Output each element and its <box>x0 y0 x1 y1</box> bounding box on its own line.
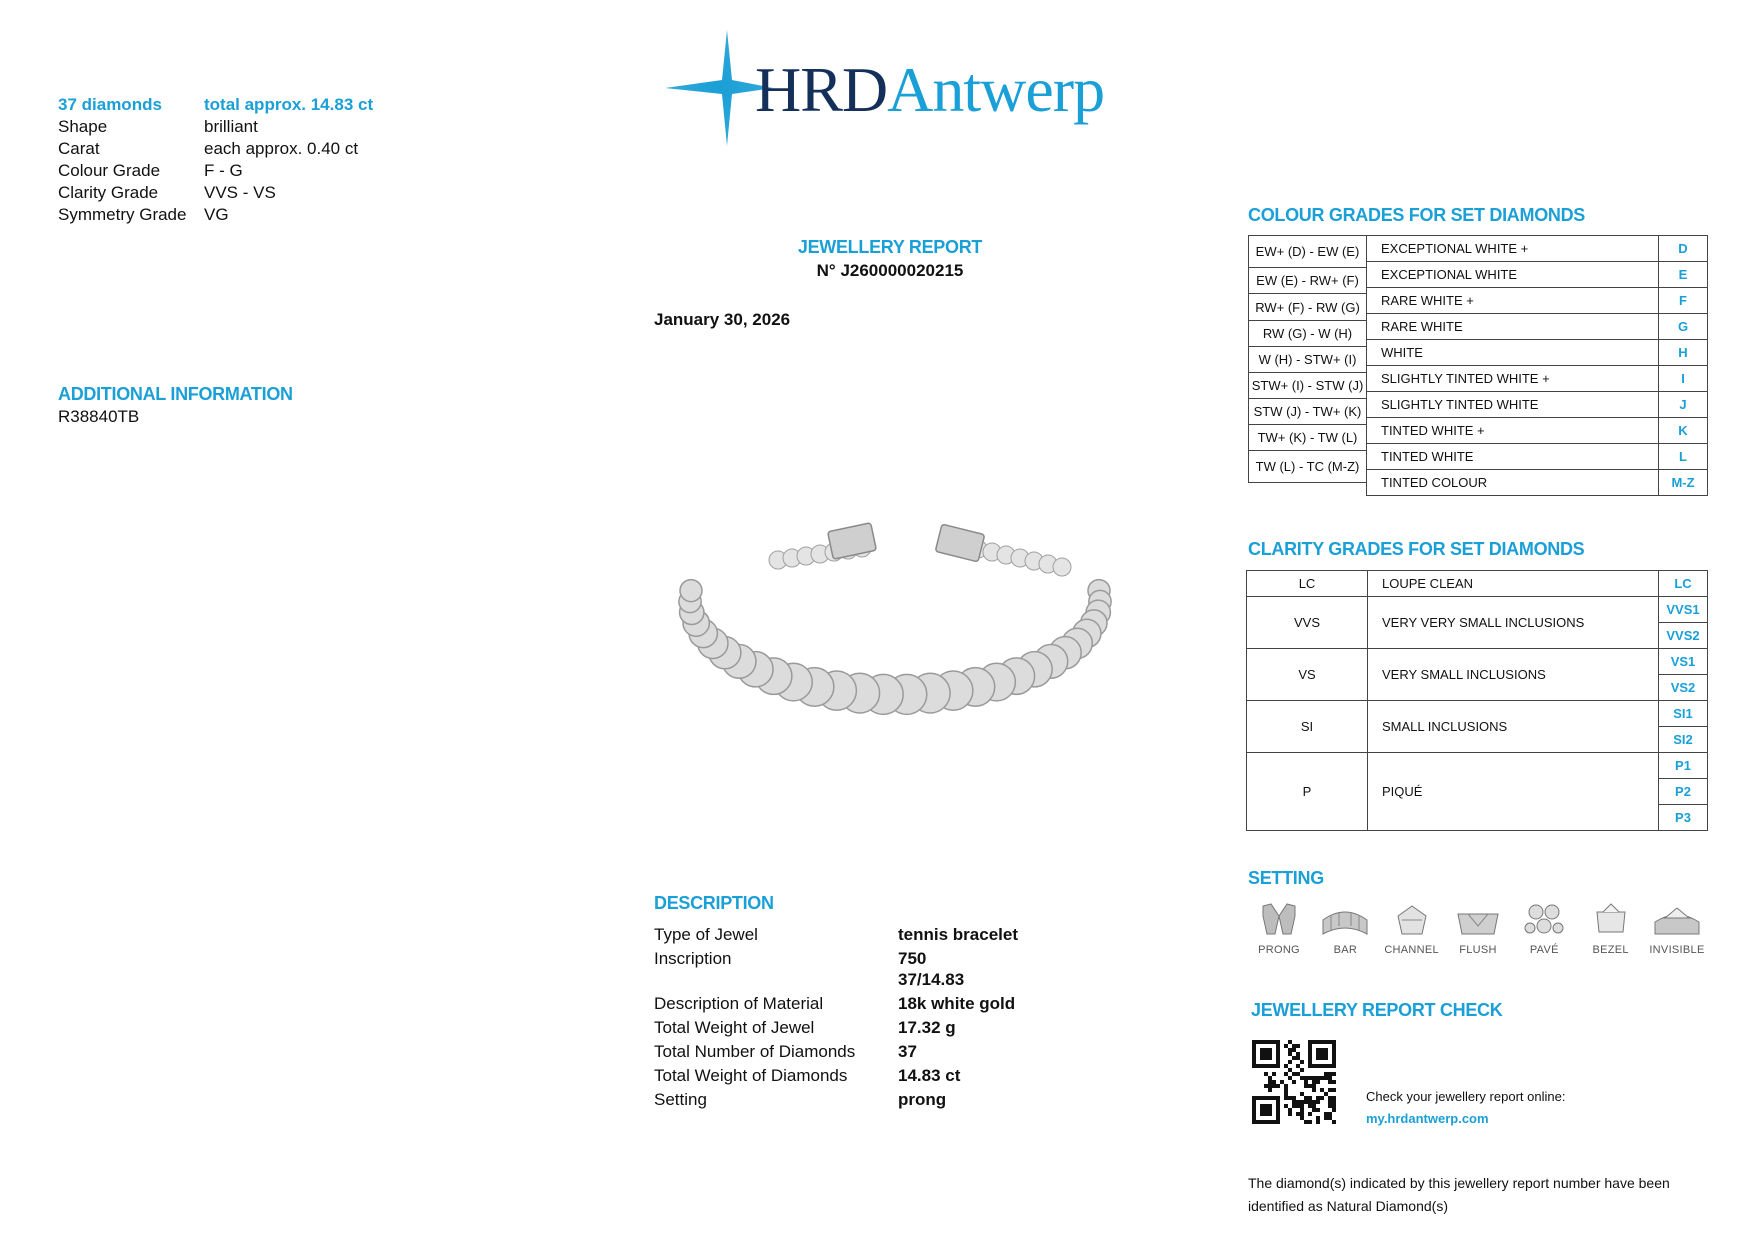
invisible-setting-icon <box>1653 900 1701 938</box>
clarity-row <box>1247 649 1708 675</box>
description-value: 18k white gold <box>898 994 1016 1013</box>
description-value: 14.83 ct <box>898 1066 961 1085</box>
colour-grade-code: F <box>1659 288 1708 314</box>
note-line-2: identified as Natural Diamond(s) <box>1248 1198 1448 1214</box>
colour-grade-row <box>1367 314 1708 340</box>
description-value: 37 <box>898 1042 917 1061</box>
colour-grade-row <box>1367 340 1708 366</box>
setting-label: BEZEL <box>1592 944 1629 956</box>
clarity-code: LC <box>1659 571 1708 597</box>
diamond-count: 37 diamonds <box>58 95 162 114</box>
description-value-secondary: 37/14.83 <box>898 970 965 989</box>
report-date: January 30, 2026 <box>654 310 791 329</box>
description-label: Description of Material <box>654 994 824 1013</box>
setting-label: PAVÉ <box>1529 944 1559 956</box>
setting-item <box>1381 900 1443 970</box>
colour-grade-description: SLIGHTLY TINTED WHITE + <box>1367 366 1659 392</box>
report-check-title: JEWELLERY REPORT CHECK <box>1251 1000 1503 1020</box>
check-instructions: Check your jewellery report online: <box>1366 1089 1566 1104</box>
colour-grade-row <box>1367 444 1708 470</box>
colour-grade-row <box>1367 418 1708 444</box>
setting-item <box>1646 900 1708 970</box>
logo-hrd-text: HRD <box>755 54 888 125</box>
clarity-grade: P <box>1247 753 1368 831</box>
description-label: Type of Jewel <box>654 925 758 944</box>
colour-grade-row <box>1367 470 1708 496</box>
colour-range-cell: TW (L) - TC (M-Z) <box>1248 451 1367 483</box>
colour-grade-code: M-Z <box>1659 470 1708 496</box>
colour-grade-rows <box>1366 235 1708 496</box>
additional-information-value: R38840TB <box>58 407 140 426</box>
colour-grade-description: WHITE <box>1367 340 1659 366</box>
clarity-description: PIQUÉ <box>1368 753 1659 831</box>
colour-range-cell: STW+ (I) - STW (J) <box>1248 373 1367 399</box>
colour-grade-description: TINTED WHITE <box>1367 444 1659 470</box>
description-title: DESCRIPTION <box>654 893 774 913</box>
clarity-description: VERY SMALL INCLUSIONS <box>1368 649 1659 701</box>
clarity-row <box>1247 597 1708 623</box>
description-label: Total Number of Diamonds <box>654 1042 856 1061</box>
colour-grade-row <box>1367 262 1708 288</box>
clarity-code: P2 <box>1659 779 1708 805</box>
qr-code-icon <box>1252 1040 1336 1124</box>
colour-grade-code: K <box>1659 418 1708 444</box>
colour-grade-description: TINTED COLOUR <box>1367 470 1659 496</box>
description-value: 750 <box>898 949 927 968</box>
bracelet-photo <box>660 515 1130 735</box>
colour-grade-row <box>1367 366 1708 392</box>
description-label: Total Weight of Diamonds <box>654 1066 848 1085</box>
colour-grade-description: RARE WHITE <box>1367 314 1659 340</box>
colour-grade-description: RARE WHITE + <box>1367 288 1659 314</box>
bar-setting-icon <box>1321 900 1369 938</box>
clarity-code: SI1 <box>1659 701 1708 727</box>
colour-range-cell: TW+ (K) - TW (L) <box>1248 425 1367 451</box>
colour-range-cell: STW (J) - TW+ (K) <box>1248 399 1367 425</box>
spec-value: VG <box>204 205 229 224</box>
setting-item <box>1513 900 1575 970</box>
colour-grade-row <box>1367 288 1708 314</box>
colour-grade-code: J <box>1659 392 1708 418</box>
colour-range-cell: RW (G) - W (H) <box>1248 321 1367 347</box>
description-label: Inscription <box>654 949 732 968</box>
additional-information <box>58 384 293 427</box>
pave-setting-icon <box>1520 900 1568 938</box>
clarity-row <box>1247 571 1708 597</box>
spec-label: Carat <box>58 139 100 158</box>
spec-value: brilliant <box>204 117 258 136</box>
colour-range-cell: EW+ (D) - EW (E) <box>1248 235 1367 268</box>
colour-grade-code: D <box>1659 236 1708 262</box>
clarity-code: VVS1 <box>1659 597 1708 623</box>
colour-grade-code: G <box>1659 314 1708 340</box>
setting-label: CHANNEL <box>1384 944 1439 956</box>
setting-label: FLUSH <box>1459 944 1497 956</box>
report-check-text <box>1366 1086 1565 1130</box>
setting-label: BAR <box>1333 944 1358 956</box>
description-label: Total Weight of Jewel <box>654 1018 815 1037</box>
total-weight: total approx. 14.83 ct <box>204 95 374 114</box>
colour-grade-description: SLIGHTLY TINTED WHITE <box>1367 392 1659 418</box>
colour-grade-description: EXCEPTIONAL WHITE <box>1367 262 1659 288</box>
description-row <box>654 1041 1074 1062</box>
clarity-code: VS1 <box>1659 649 1708 675</box>
spec-label: Clarity Grade <box>58 183 159 202</box>
colour-grade-code: I <box>1659 366 1708 392</box>
colour-grade-code: E <box>1659 262 1708 288</box>
description-row <box>654 1065 1074 1086</box>
clarity-grade: SI <box>1247 701 1368 753</box>
description-row <box>654 1017 1074 1038</box>
clarity-code: VS2 <box>1659 675 1708 701</box>
note-line-1: The diamond(s) indicated by this jewellery report number have been <box>1248 1175 1670 1191</box>
clarity-description: LOUPE CLEAN <box>1368 571 1659 597</box>
spec-label: Symmetry Grade <box>58 205 187 224</box>
colour-grade-code: L <box>1659 444 1708 470</box>
clarity-row <box>1247 753 1708 779</box>
colour-grade-description: TINTED WHITE + <box>1367 418 1659 444</box>
description-row <box>654 993 1074 1014</box>
prong-setting-icon <box>1255 900 1303 938</box>
spec-value: F - G <box>204 161 243 180</box>
description-row <box>654 1089 1074 1110</box>
description-label: Setting <box>654 1090 707 1109</box>
hrd-antwerp-logo <box>665 28 1135 148</box>
report-number: N° J260000020215 <box>816 261 964 280</box>
setting-title: SETTING <box>1248 868 1324 888</box>
diamond-stone <box>1053 558 1071 576</box>
clarity-description: VERY VERY SMALL INCLUSIONS <box>1368 597 1659 649</box>
clarity-grade: VS <box>1247 649 1368 701</box>
bezel-setting-icon <box>1587 900 1635 938</box>
spec-value: each approx. 0.40 ct <box>204 139 359 158</box>
clarity-code: VVS2 <box>1659 623 1708 649</box>
colour-range-column <box>1248 235 1367 483</box>
description-value: tennis bracelet <box>898 925 1018 944</box>
setting-icons-row <box>1248 900 1708 970</box>
additional-information-title: ADDITIONAL INFORMATION <box>58 384 293 404</box>
setting-item <box>1447 900 1509 970</box>
description-row <box>654 948 1074 990</box>
clarity-grade: LC <box>1247 571 1368 597</box>
colour-range-cell: RW+ (F) - RW (G) <box>1248 294 1367 321</box>
colour-grade-row <box>1367 392 1708 418</box>
setting-item <box>1580 900 1642 970</box>
diamond-specs <box>58 94 373 226</box>
natural-diamond-note <box>1248 1172 1718 1218</box>
description-section <box>654 893 1074 1113</box>
setting-label: PRONG <box>1258 944 1300 956</box>
setting-item <box>1314 900 1376 970</box>
report-header <box>720 237 1060 281</box>
logo-antwerp-text: Antwerp <box>887 54 1105 125</box>
clarity-code: P3 <box>1659 805 1708 831</box>
channel-setting-icon <box>1388 900 1436 938</box>
colour-grades-title: COLOUR GRADES FOR SET DIAMONDS <box>1248 205 1586 225</box>
setting-item <box>1248 900 1310 970</box>
spec-label: Colour Grade <box>58 161 161 180</box>
description-value: 17.32 g <box>898 1018 956 1037</box>
colour-grade-row <box>1367 236 1708 262</box>
report-title: JEWELLERY REPORT <box>797 237 983 257</box>
clarity-grade: VVS <box>1247 597 1368 649</box>
description-row <box>654 924 1074 945</box>
clarity-code: P1 <box>1659 753 1708 779</box>
flush-setting-icon <box>1454 900 1502 938</box>
clarity-row <box>1247 701 1708 727</box>
clarity-grades-table <box>1246 570 1708 831</box>
colour-grade-description: EXCEPTIONAL WHITE + <box>1367 236 1659 262</box>
clarity-description: SMALL INCLUSIONS <box>1368 701 1659 753</box>
clarity-grades-title: CLARITY GRADES FOR SET DIAMONDS <box>1248 539 1585 559</box>
colour-range-cell: EW (E) - RW+ (F) <box>1248 268 1367 294</box>
spec-label: Shape <box>58 117 108 136</box>
clarity-code: SI2 <box>1659 727 1708 753</box>
setting-label: INVISIBLE <box>1649 944 1705 956</box>
colour-grade-code: H <box>1659 340 1708 366</box>
spec-value: VVS - VS <box>204 183 276 202</box>
diamond-stone <box>680 580 702 602</box>
colour-range-cell: W (H) - STW+ (I) <box>1248 347 1367 373</box>
description-value: prong <box>898 1090 947 1109</box>
check-url-link[interactable]: my.hrdantwerp.com <box>1366 1111 1489 1126</box>
